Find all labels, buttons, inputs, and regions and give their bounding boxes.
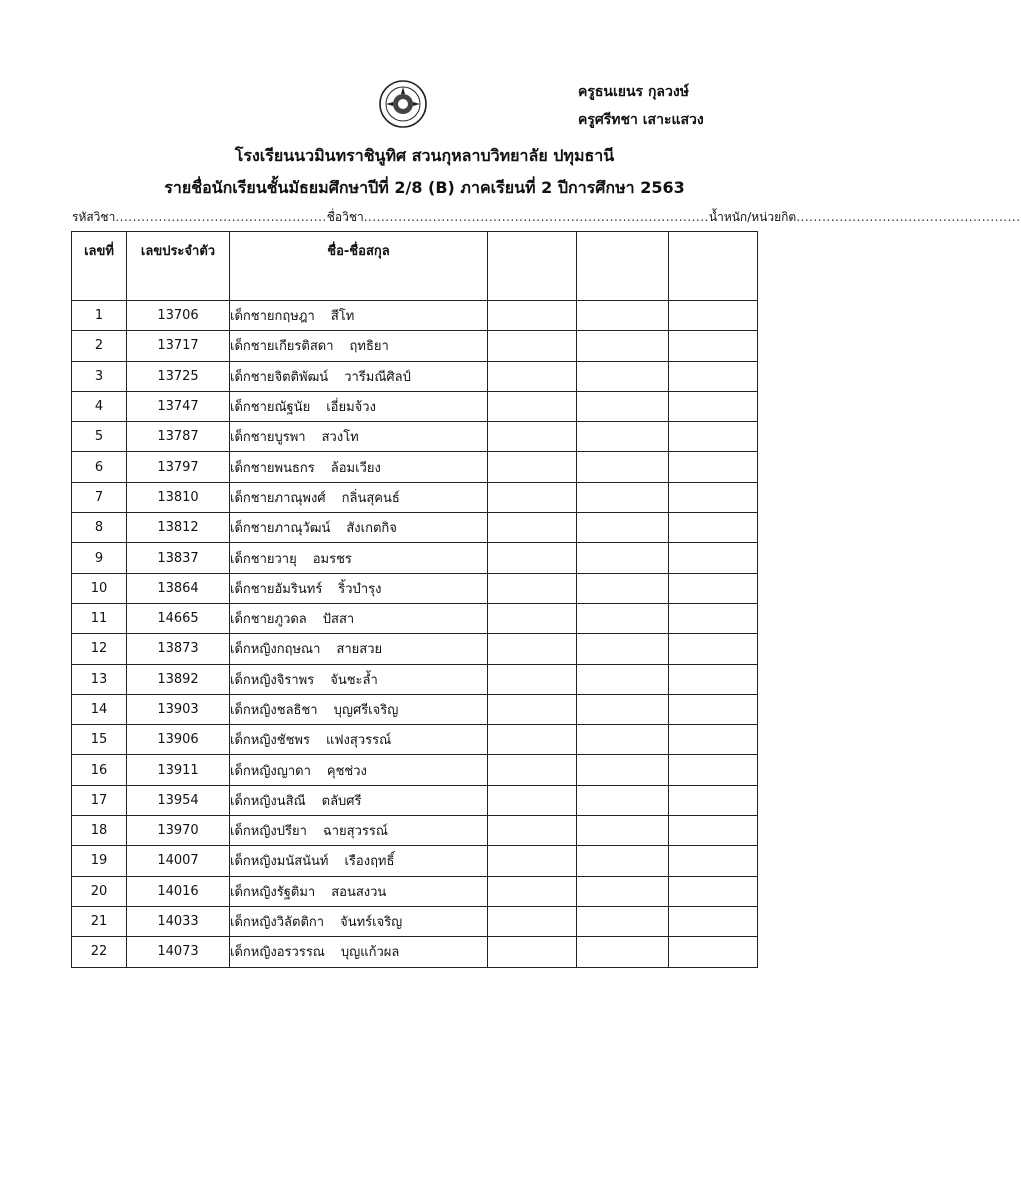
table-row [72, 482, 758, 512]
blank-cell-3 [669, 634, 758, 664]
credit-blank: .................................................... [796, 210, 1021, 224]
blank-cell-2 [577, 513, 669, 543]
blank-cell-2 [577, 846, 669, 876]
student-id: 13812 [127, 513, 230, 543]
student-name [230, 513, 488, 543]
blank-cell-3 [669, 846, 758, 876]
row-number: 19 [72, 846, 127, 876]
student-id: 13864 [127, 573, 230, 603]
student-id: 14016 [127, 876, 230, 906]
blank-cell-3 [669, 755, 758, 785]
student-name [230, 422, 488, 452]
student-name [230, 876, 488, 906]
table-row [72, 513, 758, 543]
blank-cell-2 [577, 603, 669, 633]
student-first-name: เด็กหญิงรัฐติมา [230, 884, 316, 900]
table-row [72, 725, 758, 755]
table-row [72, 543, 758, 573]
student-name [230, 452, 488, 482]
student-first-name: เด็กหญิงนสิณี [230, 793, 306, 809]
table-row [72, 785, 758, 815]
header-blank-3 [669, 232, 758, 301]
row-number: 7 [72, 482, 127, 512]
student-name [230, 634, 488, 664]
student-last-name: วารีมณีศิลป์ [344, 369, 411, 385]
row-number: 14 [72, 694, 127, 724]
blank-cell-1 [488, 361, 577, 391]
student-last-name: ปัสสา [322, 612, 355, 628]
row-number: 8 [72, 513, 127, 543]
student-name [230, 906, 488, 936]
student-first-name: เด็กหญิงอรวรรณ [230, 945, 325, 961]
blank-cell-1 [488, 391, 577, 421]
table-header-row [72, 232, 758, 301]
blank-cell-3 [669, 361, 758, 391]
blank-cell-1 [488, 725, 577, 755]
student-id: 13787 [127, 422, 230, 452]
blank-cell-2 [577, 906, 669, 936]
header-full-name: ชื่อ-ชื่อสกุล [230, 232, 488, 301]
table-row [72, 937, 758, 967]
row-number: 12 [72, 634, 127, 664]
student-last-name: สวงโท [321, 430, 359, 446]
roster-subtitle: รายชื่อนักเรียนชั้นมัธยมศึกษาปีที่ 2/8 (B) ภาคเรียนที่ 2 ปีการศึกษา 2563 [164, 178, 685, 197]
student-name [230, 694, 488, 724]
blank-cell-1 [488, 573, 577, 603]
student-last-name: แฟงสุวรรณ์ [325, 733, 392, 749]
blank-cell-3 [669, 664, 758, 694]
blank-cell-2 [577, 301, 669, 331]
student-first-name: เด็กชายภาณุพงศ์ [230, 490, 326, 506]
student-id: 13954 [127, 785, 230, 815]
student-id: 13892 [127, 664, 230, 694]
student-id: 14007 [127, 846, 230, 876]
table-row [72, 603, 758, 633]
row-number: 11 [72, 603, 127, 633]
row-number: 6 [72, 452, 127, 482]
table-row [72, 906, 758, 936]
student-name [230, 755, 488, 785]
student-last-name: จันชะล้ำ [330, 672, 378, 688]
subject-code-label: รหัสวิชา [72, 210, 116, 224]
blank-cell-3 [669, 482, 758, 512]
student-last-name: ริ้วบำรุง [338, 581, 382, 597]
student-last-name: เรืองฤทธิ์ [344, 854, 395, 870]
blank-cell-2 [577, 452, 669, 482]
table-row [72, 331, 758, 361]
teacher-name-2: ครูศรีทชา เสาะแสวง [578, 112, 704, 128]
roster-body [72, 301, 758, 968]
blank-cell-2 [577, 573, 669, 603]
student-first-name: เด็กชายพนธกร [230, 460, 315, 476]
blank-cell-3 [669, 331, 758, 361]
student-last-name: ตลับศรี [321, 793, 362, 809]
student-name [230, 391, 488, 421]
blank-cell-3 [669, 603, 758, 633]
student-id: 13970 [127, 816, 230, 846]
header-number: เลขที่ [72, 232, 127, 301]
blank-cell-1 [488, 301, 577, 331]
student-name [230, 331, 488, 361]
blank-cell-2 [577, 331, 669, 361]
blank-cell-3 [669, 725, 758, 755]
table-row [72, 876, 758, 906]
row-number: 3 [72, 361, 127, 391]
student-first-name: เด็กชายภาณุวัฒน์ [230, 521, 331, 537]
student-id: 13906 [127, 725, 230, 755]
teacher-name-1: ครูธนเยนร กุลวงษ์ [578, 84, 689, 100]
student-last-name: สังเกตกิจ [346, 521, 397, 537]
blank-cell-2 [577, 694, 669, 724]
student-id: 13797 [127, 452, 230, 482]
student-last-name: บุญศรีเจริญ [333, 703, 399, 718]
row-number: 2 [72, 331, 127, 361]
row-number: 1 [72, 301, 127, 331]
row-number: 18 [72, 816, 127, 846]
student-last-name: สายสวย [336, 642, 383, 658]
blank-cell-1 [488, 543, 577, 573]
student-id: 13873 [127, 634, 230, 664]
blank-cell-1 [488, 755, 577, 785]
table-row [72, 452, 758, 482]
row-number: 20 [72, 876, 127, 906]
student-first-name: เด็กหญิงมนัสนันท์ [230, 854, 329, 870]
student-id: 14665 [127, 603, 230, 633]
blank-cell-1 [488, 634, 577, 664]
blank-cell-1 [488, 482, 577, 512]
blank-cell-3 [669, 694, 758, 724]
table-row [72, 846, 758, 876]
blank-cell-3 [669, 422, 758, 452]
blank-cell-1 [488, 694, 577, 724]
blank-cell-1 [488, 603, 577, 633]
student-name [230, 603, 488, 633]
table-row [72, 422, 758, 452]
student-last-name: กลิ่นสุคนธ์ [341, 490, 400, 506]
table-row [72, 755, 758, 785]
student-first-name: เด็กหญิงปรียา [230, 824, 307, 840]
blank-cell-2 [577, 725, 669, 755]
row-number: 15 [72, 725, 127, 755]
student-first-name: เด็กชายวายุ [230, 551, 297, 567]
blank-cell-1 [488, 452, 577, 482]
row-number: 10 [72, 573, 127, 603]
table-row [72, 816, 758, 846]
blank-cell-1 [488, 331, 577, 361]
student-first-name: เด็กชายอัมรินทร์ [230, 581, 323, 597]
student-first-name: เด็กหญิงชลธิชา [230, 703, 318, 718]
student-last-name: เอี่ยมจ้วง [326, 400, 376, 416]
blank-cell-2 [577, 361, 669, 391]
blank-cell-3 [669, 876, 758, 906]
student-first-name: เด็กชายกฤษฎา [230, 309, 315, 325]
student-id: 13810 [127, 482, 230, 512]
blank-cell-1 [488, 422, 577, 452]
row-number: 22 [72, 937, 127, 967]
school-seal-icon [378, 79, 428, 129]
blank-cell-2 [577, 816, 669, 846]
blank-cell-3 [669, 513, 758, 543]
blank-cell-1 [488, 906, 577, 936]
blank-cell-1 [488, 513, 577, 543]
blank-cell-3 [669, 937, 758, 967]
student-first-name: เด็กชายบูรพา [230, 430, 306, 446]
student-id: 13903 [127, 694, 230, 724]
blank-cell-2 [577, 937, 669, 967]
student-name [230, 301, 488, 331]
subject-code-blank: ................................................. [115, 210, 327, 224]
row-number: 17 [72, 785, 127, 815]
blank-cell-3 [669, 573, 758, 603]
subject-name-blank: ................................................................................ [363, 210, 709, 224]
student-last-name: ล้อมเวียง [330, 460, 381, 476]
blank-cell-1 [488, 937, 577, 967]
row-number: 21 [72, 906, 127, 936]
student-last-name: ฉายสุวรรณ์ [322, 824, 388, 840]
student-first-name: เด็กชายภูวดล [230, 612, 307, 628]
student-last-name: สีโท [330, 309, 355, 325]
row-number: 13 [72, 664, 127, 694]
student-first-name: เด็กหญิงชัชพร [230, 733, 310, 749]
blank-cell-3 [669, 301, 758, 331]
student-last-name: สอนสงวน [331, 884, 387, 900]
row-number: 4 [72, 391, 127, 421]
student-last-name: บุญแก้วผล [340, 945, 400, 961]
row-number: 5 [72, 422, 127, 452]
student-last-name: คุชช่วง [326, 763, 367, 779]
blank-cell-1 [488, 785, 577, 815]
blank-cell-2 [577, 664, 669, 694]
subject-fields [72, 208, 1021, 227]
student-name [230, 664, 488, 694]
blank-cell-2 [577, 391, 669, 421]
table-row [72, 664, 758, 694]
credit-label: น้ำหนัก/หน่วยกิต [708, 210, 797, 224]
student-id: 13837 [127, 543, 230, 573]
school-name: โรงเรียนนวมินทราชินูทิศ สวนกุหลาบวิทยาลัย ปทุมธานี [234, 146, 615, 165]
student-first-name: เด็กหญิงญาดา [230, 763, 311, 779]
header-student-id: เลขประจำตัว [127, 232, 230, 301]
student-first-name: เด็กหญิงกฤษณา [230, 642, 321, 658]
blank-cell-3 [669, 391, 758, 421]
blank-cell-1 [488, 664, 577, 694]
student-id: 13747 [127, 391, 230, 421]
student-first-name: เด็กชายจิตติพัฒน์ [230, 369, 329, 385]
student-name [230, 361, 488, 391]
table-row [72, 573, 758, 603]
blank-cell-3 [669, 785, 758, 815]
blank-cell-3 [669, 452, 758, 482]
student-id: 13706 [127, 301, 230, 331]
blank-cell-2 [577, 422, 669, 452]
table-row [72, 391, 758, 421]
student-first-name: เด็กหญิงวิลัตติกา [230, 915, 325, 931]
teacher-names [578, 78, 704, 134]
student-name [230, 725, 488, 755]
student-id: 13911 [127, 755, 230, 785]
student-name [230, 816, 488, 846]
table-row [72, 301, 758, 331]
student-first-name: เด็กชายณัฐนัย [230, 400, 311, 416]
table-row [72, 694, 758, 724]
student-name [230, 482, 488, 512]
student-last-name: จันทร์เจริญ [340, 915, 403, 931]
student-id: 13725 [127, 361, 230, 391]
header-blank-1 [488, 232, 577, 301]
blank-cell-1 [488, 876, 577, 906]
student-id: 13717 [127, 331, 230, 361]
subject-name-label: ชื่อวิชา [326, 210, 364, 224]
blank-cell-1 [488, 816, 577, 846]
student-id: 14033 [127, 906, 230, 936]
blank-cell-2 [577, 634, 669, 664]
student-name [230, 543, 488, 573]
student-last-name: ฤทธิยา [349, 339, 389, 355]
blank-cell-2 [577, 755, 669, 785]
blank-cell-3 [669, 906, 758, 936]
blank-cell-2 [577, 482, 669, 512]
blank-cell-2 [577, 785, 669, 815]
student-name [230, 785, 488, 815]
student-first-name: เด็กหญิงจิราพร [230, 672, 315, 688]
student-name [230, 573, 488, 603]
student-id: 14073 [127, 937, 230, 967]
blank-cell-3 [669, 816, 758, 846]
row-number: 9 [72, 543, 127, 573]
blank-cell-1 [488, 846, 577, 876]
blank-cell-3 [669, 543, 758, 573]
student-name [230, 846, 488, 876]
row-number: 16 [72, 755, 127, 785]
student-last-name: อมรชร [312, 551, 352, 567]
blank-cell-2 [577, 543, 669, 573]
student-first-name: เด็กชายเกียรติสดา [230, 339, 334, 355]
student-roster-table [71, 231, 758, 968]
header-blank-2 [577, 232, 669, 301]
student-name [230, 937, 488, 967]
table-row [72, 634, 758, 664]
table-row [72, 361, 758, 391]
blank-cell-2 [577, 876, 669, 906]
